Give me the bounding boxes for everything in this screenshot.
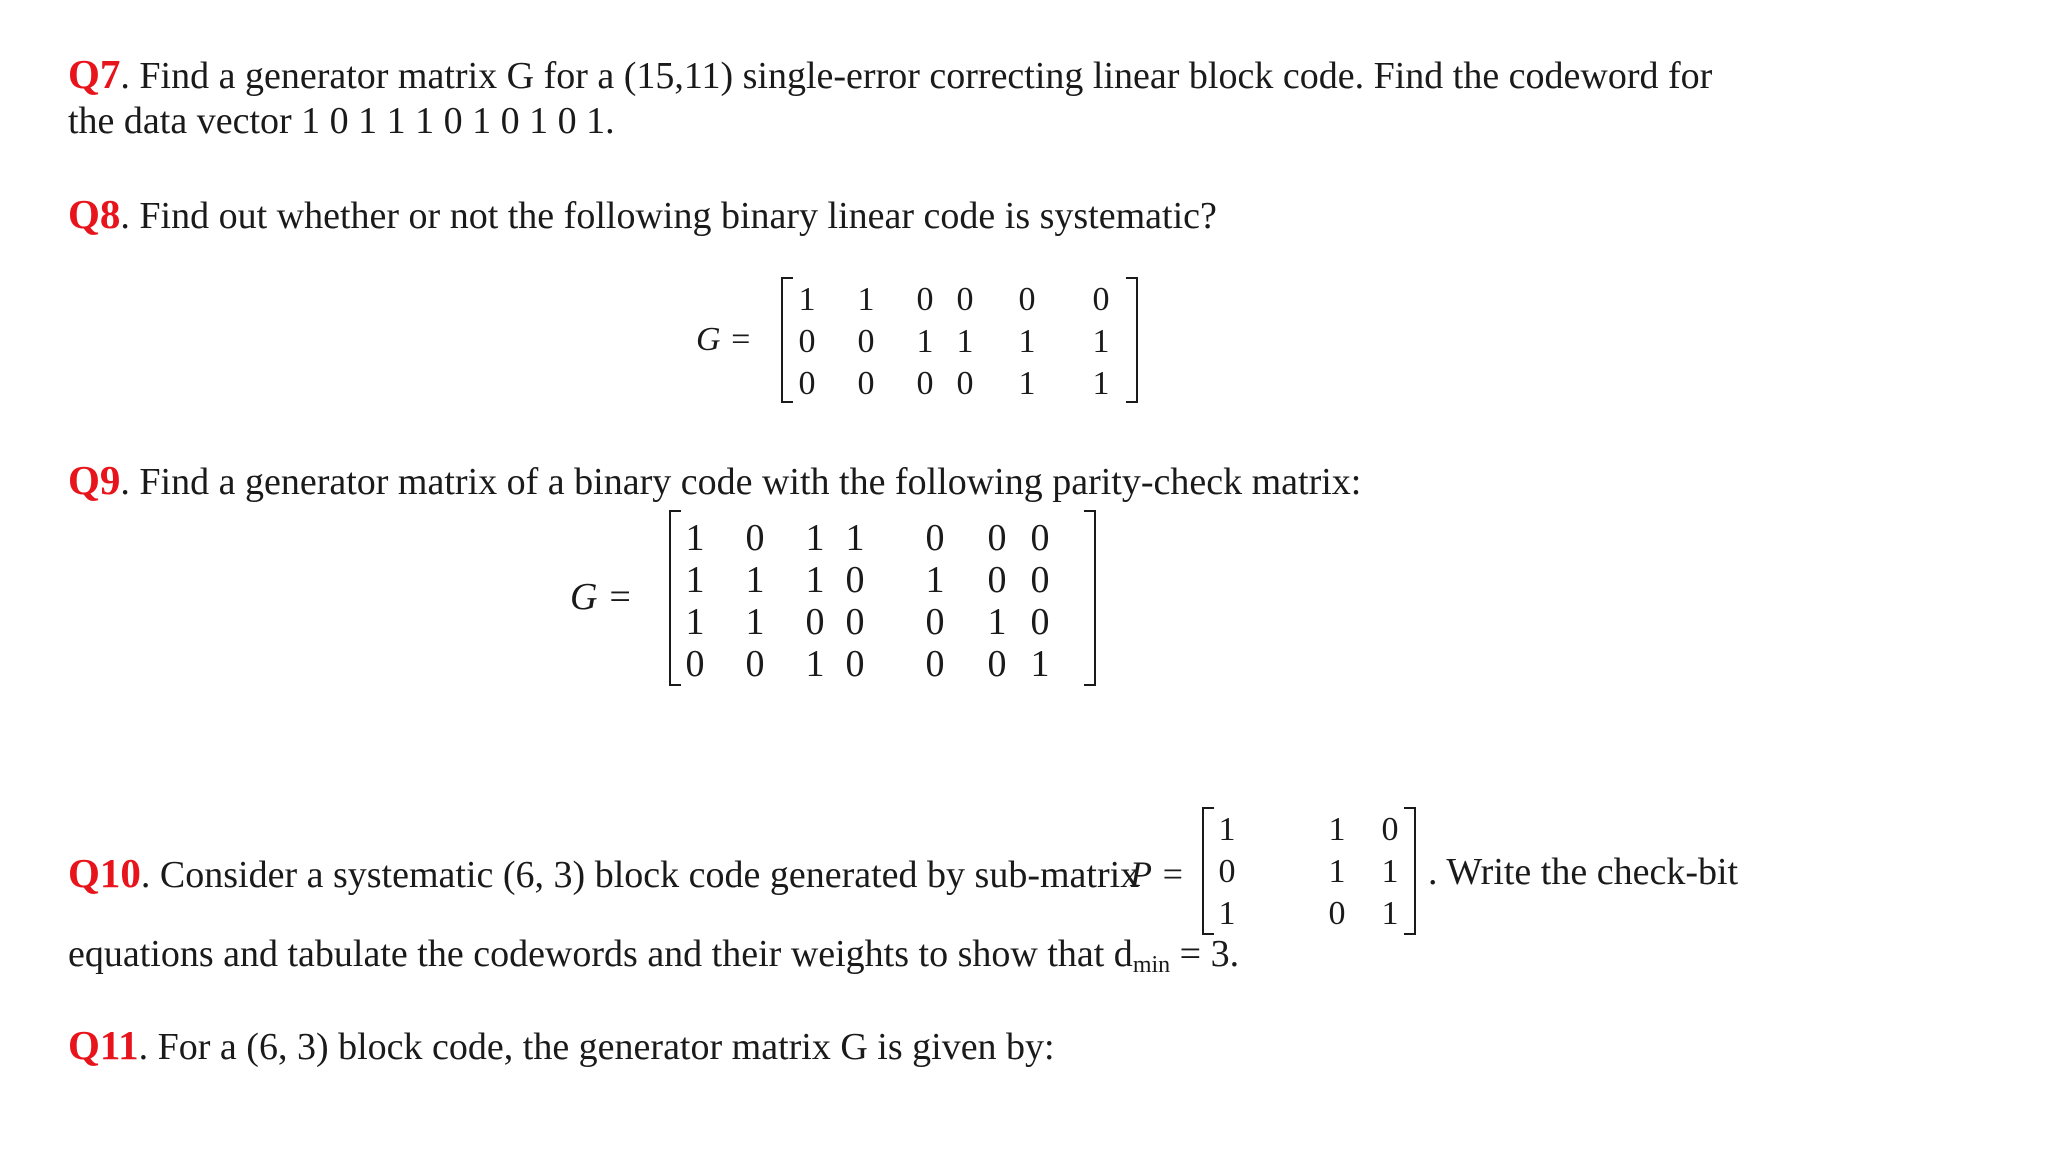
matrix-cell: 1 (1018, 323, 1036, 360)
matrix-cell: 1 (805, 517, 825, 559)
q9-line (68, 457, 1362, 503)
q10-line2-after: = 3. (1170, 933, 1240, 975)
matrix-cell: 0 (845, 601, 865, 643)
matrix-cell: 0 (925, 601, 945, 643)
matrix-cell: 1 (857, 281, 875, 318)
matrix-cell: 1 (805, 643, 825, 685)
q11-line (68, 1022, 1055, 1068)
matrix-cell: 0 (805, 601, 825, 643)
matrix-cell: 1 (987, 601, 1007, 643)
q11-text: . For a (6, 3) block code, the generator matrix G is given by: (138, 1026, 1055, 1068)
matrix-cell: 0 (925, 517, 945, 559)
matrix-cell: 0 (916, 365, 934, 402)
q10-matrix (1130, 805, 1430, 935)
q10-line1 (68, 850, 1140, 896)
matrix-cell: 1 (745, 601, 765, 643)
matrix-cell: 1 (916, 323, 934, 360)
q8-number: Q8 (68, 191, 121, 237)
q8-matrix-label: G = (696, 321, 752, 358)
matrix-cell: 0 (925, 643, 945, 685)
q9-matrix-label: G = (570, 576, 633, 618)
matrix-cell: 0 (1328, 895, 1346, 932)
matrix-cell: 1 (685, 517, 705, 559)
matrix-cell: 0 (845, 643, 865, 685)
matrix-cell: 1 (1381, 853, 1399, 890)
q10-line2 (68, 935, 1239, 977)
q10-text-before: . Consider a systematic (6, 3) block code generated by sub-matrix (140, 854, 1140, 896)
matrix-cell: 0 (1381, 811, 1399, 848)
matrix-cell: 0 (1030, 559, 1050, 601)
matrix-cell: 0 (857, 323, 875, 360)
matrix-cell: 1 (1092, 323, 1110, 360)
q7-line1 (68, 51, 1713, 97)
q9-matrix (570, 508, 1110, 688)
q9-number: Q9 (68, 457, 121, 503)
matrix-cell: 0 (685, 643, 705, 685)
q10-text-after: . Write the check-bit (1428, 851, 1739, 893)
q11-number: Q11 (68, 1022, 139, 1068)
matrix-cell: 1 (805, 559, 825, 601)
matrix-cell: 1 (956, 323, 974, 360)
matrix-cell: 0 (987, 517, 1007, 559)
matrix-cell: 1 (1218, 811, 1236, 848)
matrix-cell: 0 (798, 323, 816, 360)
matrix-cell: 1 (1381, 895, 1399, 932)
matrix-cell: 0 (916, 281, 934, 318)
matrix-cell: 0 (987, 643, 1007, 685)
matrix-cell: 1 (845, 517, 865, 559)
matrix-cell: 1 (1030, 643, 1050, 685)
matrix-cell: 1 (745, 559, 765, 601)
q8-line (68, 191, 1217, 237)
q8-text: . Find out whether or not the following binary linear code is systematic? (120, 195, 1217, 237)
matrix-cell: 1 (1018, 365, 1036, 402)
q9-text: . Find a generator matrix of a binary code with the following parity-check matrix: (120, 461, 1362, 503)
matrix-cell: 1 (685, 601, 705, 643)
q9-right-bracket (1084, 510, 1096, 686)
matrix-cell: 0 (1092, 281, 1110, 318)
q10-line2-before: equations and tabulate the codewords and their weights to show that d (68, 933, 1133, 975)
q8-right-bracket (1126, 277, 1138, 403)
matrix-cell: 0 (1218, 853, 1236, 890)
q7-text: . Find a generator matrix G for a (15,11) single-error correcting linear block code. Find the codeword for (120, 55, 1713, 97)
q7-line2: the data vector 1 0 1 1 1 0 1 0 1 0 1. (68, 100, 615, 142)
matrix-cell: 1 (685, 559, 705, 601)
matrix-cell: 0 (845, 559, 865, 601)
matrix-cell: 0 (1030, 517, 1050, 559)
matrix-cell: 0 (745, 643, 765, 685)
matrix-cell: 1 (1328, 853, 1346, 890)
q7-number: Q7 (68, 51, 121, 97)
matrix-cell: 0 (956, 281, 974, 318)
matrix-cell: 1 (1092, 365, 1110, 402)
matrix-cell: 0 (956, 365, 974, 402)
q8-matrix (696, 275, 1136, 405)
matrix-cell: 0 (1018, 281, 1036, 318)
matrix-cell: 0 (745, 517, 765, 559)
q10-right-bracket (1404, 807, 1416, 935)
matrix-cell: 0 (987, 559, 1007, 601)
matrix-cell: 0 (1030, 601, 1050, 643)
q10-matrix-label: P = (1130, 854, 1185, 894)
matrix-cell: 1 (925, 559, 945, 601)
matrix-cell: 1 (798, 281, 816, 318)
matrix-cell: 0 (798, 365, 816, 402)
q10-number: Q10 (68, 850, 141, 896)
matrix-cell: 1 (1328, 811, 1346, 848)
matrix-cell: 1 (1218, 895, 1236, 932)
matrix-cell: 0 (857, 365, 875, 402)
q10-line2-sub: min (1132, 952, 1171, 978)
